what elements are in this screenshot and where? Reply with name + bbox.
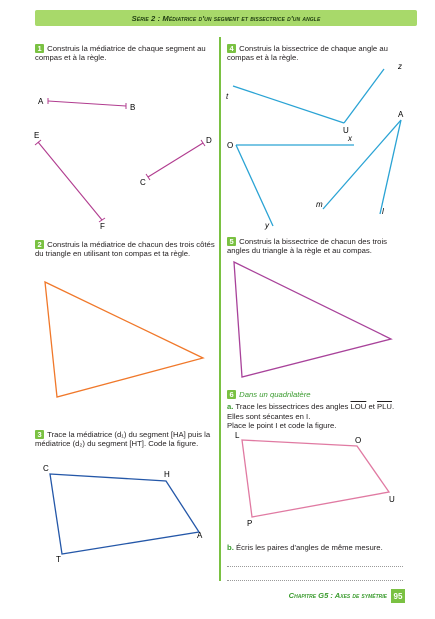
series-title: Série 2 : Médiatrice d'un segment et bissectrice d'un angle bbox=[131, 13, 321, 23]
label-c: C bbox=[140, 178, 146, 187]
label-u: U bbox=[389, 495, 395, 504]
label-h: H bbox=[164, 470, 170, 479]
question-a-line-3: Place le point I et code la figure. bbox=[227, 421, 337, 431]
label-l: l bbox=[382, 207, 384, 216]
question-b-letter: b. bbox=[227, 543, 234, 552]
label-b: B bbox=[130, 103, 136, 112]
label-y: y bbox=[265, 221, 269, 230]
exercise-3-instruction: Trace la médiatrice (d₁) du segment [HA] puis la médiatrice (d₂) du segment [HT]. Code la figure. bbox=[35, 430, 213, 449]
label-c: C bbox=[43, 464, 49, 473]
exercise-5-instruction: Construis la bissectrice de chacun des trois angles du triangle à la règle et au compas. bbox=[227, 237, 390, 256]
label-z: z bbox=[398, 62, 402, 71]
exercise-5-number: 5 bbox=[227, 237, 236, 246]
exercise-6-title: Dans un quadrilatère bbox=[239, 390, 311, 399]
question-a-text-1: Trace les bissectrices des angles bbox=[235, 402, 349, 412]
exercise-2-number: 2 bbox=[35, 240, 44, 249]
exercise-3-number: 3 bbox=[35, 430, 44, 439]
exercise-6-number: 6 bbox=[227, 390, 236, 399]
question-a-text-3: . bbox=[392, 402, 395, 412]
label-a: A bbox=[38, 97, 44, 106]
answer-line-2 bbox=[227, 580, 403, 581]
label-m: m bbox=[316, 200, 323, 209]
chapter-title: Chapitre G5 : Axes de symétrie bbox=[288, 591, 387, 600]
label-a: A bbox=[398, 110, 404, 119]
question-a-text-2: et bbox=[368, 402, 375, 412]
label-p: P bbox=[247, 519, 253, 528]
label-d: D bbox=[206, 136, 212, 145]
question-a-letter: a. bbox=[227, 402, 234, 412]
label-l: L bbox=[235, 431, 240, 440]
label-u: U bbox=[343, 126, 349, 135]
exercise-2-instruction: Construis la médiatrice de chacun des trois côtés du triangle en utilisant ton compas et ta règle. bbox=[35, 240, 217, 259]
exercise-4-number: 4 bbox=[227, 44, 236, 53]
label-e: E bbox=[34, 131, 40, 140]
label-t: t bbox=[226, 92, 229, 101]
loup-quadrilateral bbox=[242, 440, 389, 517]
question-b-text: Écris les paires d'angles de même mesure. bbox=[235, 543, 383, 552]
exercise-4-instruction: Construis la bissectrice de chaque angle au compas et à la règle. bbox=[227, 44, 391, 63]
question-a-line-2: Elles sont sécantes en I. bbox=[227, 411, 311, 421]
exercise-1-number: 1 bbox=[35, 44, 44, 53]
label-a: A bbox=[197, 531, 203, 540]
label-o: O bbox=[227, 141, 234, 150]
chapter-footer bbox=[229, 591, 387, 600]
angle-plu: $\overline{PLU}$ bbox=[377, 402, 392, 412]
exercise-1-instruction: Construis la médiatrice de chaque segment au compas et à la règle. bbox=[35, 44, 208, 63]
answer-line-1 bbox=[227, 566, 403, 567]
label-o: O bbox=[355, 436, 362, 445]
label-x: x bbox=[348, 134, 352, 143]
label-t: T bbox=[56, 555, 61, 564]
page-number: 95 bbox=[391, 589, 405, 603]
angle-lou: $\overline{LOU}$ bbox=[350, 402, 367, 412]
question-b bbox=[227, 543, 409, 552]
label-f: F bbox=[100, 222, 105, 231]
